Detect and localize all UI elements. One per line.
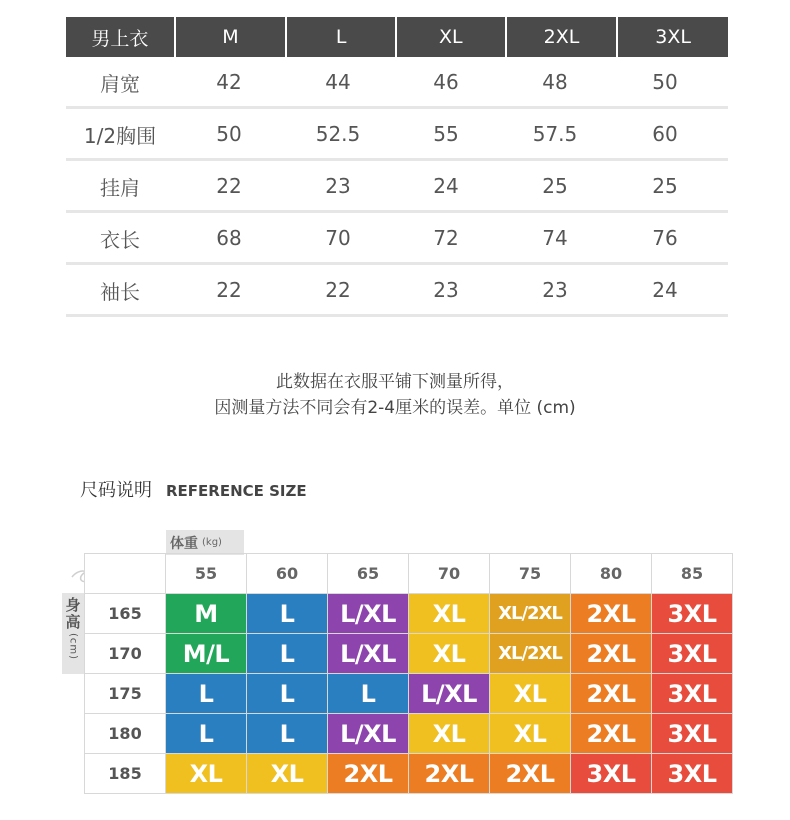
size-label: 3XL bbox=[652, 674, 732, 713]
measurement-value: 70 bbox=[325, 226, 351, 250]
size-label: 2XL bbox=[409, 754, 489, 793]
size-reference-grid bbox=[84, 553, 733, 794]
size-cell bbox=[652, 754, 733, 794]
size-cell bbox=[409, 754, 490, 794]
measurement-value: 68 bbox=[216, 226, 242, 250]
size-label: L bbox=[247, 674, 327, 713]
measurement-label: 衣长 bbox=[100, 227, 140, 252]
measurement-value: 23 bbox=[542, 278, 568, 302]
measurement-header-row bbox=[66, 17, 728, 57]
measurement-label: 肩宽 bbox=[100, 71, 140, 96]
header-cell: 2XL bbox=[507, 17, 617, 57]
size-label: L/XL bbox=[409, 674, 489, 713]
size-label: 3XL bbox=[652, 594, 732, 633]
size-cell bbox=[328, 634, 409, 674]
header-cell: 3XL bbox=[618, 17, 728, 57]
size-label: XL bbox=[490, 674, 570, 713]
size-cell bbox=[571, 594, 652, 634]
reference-title-cn: 尺码说明 bbox=[80, 480, 152, 501]
size-cell bbox=[652, 674, 733, 714]
height-label-1: 身 bbox=[65, 596, 81, 614]
measurement-value: 42 bbox=[216, 70, 242, 94]
height-header: 175 bbox=[85, 674, 166, 714]
size-label: 2XL bbox=[571, 674, 651, 713]
measurement-value: 22 bbox=[216, 278, 242, 302]
note-line-2: 因测量方法不同会有2-4厘米的误差。单位 (cm) bbox=[214, 398, 576, 418]
weight-header: 60 bbox=[247, 554, 328, 594]
size-cell bbox=[328, 714, 409, 754]
measurement-value: 48 bbox=[542, 70, 568, 94]
size-label: XL bbox=[166, 754, 246, 793]
size-cell bbox=[247, 714, 328, 754]
height-header: 180 bbox=[85, 714, 166, 754]
size-cell bbox=[166, 674, 247, 714]
size-label: 3XL bbox=[652, 634, 732, 673]
size-label: L bbox=[166, 714, 246, 753]
size-label: XL bbox=[409, 714, 489, 753]
header-cell: L bbox=[287, 17, 395, 57]
size-label: 2XL bbox=[571, 634, 651, 673]
measurement-value: 24 bbox=[652, 278, 678, 302]
size-label: M/L bbox=[166, 634, 246, 673]
weight-header: 65 bbox=[328, 554, 409, 594]
measurement-value: 25 bbox=[652, 174, 678, 198]
size-cell bbox=[328, 674, 409, 714]
size-label: XL bbox=[409, 594, 489, 633]
size-cell bbox=[166, 634, 247, 674]
size-cell bbox=[571, 634, 652, 674]
size-cell bbox=[247, 674, 328, 714]
height-header: 170 bbox=[85, 634, 166, 674]
measurement-value: 55 bbox=[433, 122, 459, 146]
note-line-1: 此数据在衣服平铺下测量所得， bbox=[276, 372, 514, 392]
measurement-label: 袖长 bbox=[100, 279, 140, 304]
measurement-value: 23 bbox=[325, 174, 351, 198]
height-header: 165 bbox=[85, 594, 166, 634]
measurement-label: 挂肩 bbox=[100, 175, 140, 200]
measurement-value: 22 bbox=[216, 174, 242, 198]
size-cell bbox=[652, 594, 733, 634]
size-label: L bbox=[247, 634, 327, 673]
measurement-value: 57.5 bbox=[532, 122, 578, 146]
grid-corner bbox=[85, 554, 166, 594]
measurement-value: 23 bbox=[433, 278, 459, 302]
header-cell: 男上衣 bbox=[66, 17, 174, 57]
height-header: 185 bbox=[85, 754, 166, 794]
size-label: L bbox=[247, 714, 327, 753]
size-cell bbox=[247, 594, 328, 634]
weight-header: 55 bbox=[166, 554, 247, 594]
measurement-value: 50 bbox=[216, 122, 242, 146]
size-label: 3XL bbox=[571, 754, 651, 793]
measurement-value: 22 bbox=[325, 278, 351, 302]
size-cell bbox=[409, 634, 490, 674]
size-label: L bbox=[328, 674, 408, 713]
size-cell bbox=[166, 594, 247, 634]
measurement-row bbox=[66, 214, 728, 265]
size-cell bbox=[247, 754, 328, 794]
measurement-row bbox=[66, 58, 728, 109]
measurement-value: 60 bbox=[652, 122, 678, 146]
header-cell: XL bbox=[397, 17, 505, 57]
size-label: 2XL bbox=[571, 714, 651, 753]
size-label: XL/2XL bbox=[490, 594, 570, 633]
measurement-value: 52.5 bbox=[315, 122, 361, 146]
size-label: XL bbox=[490, 714, 570, 753]
measurement-value: 72 bbox=[433, 226, 459, 250]
measurement-row bbox=[66, 110, 728, 161]
measurement-label: 1/2胸围 bbox=[83, 123, 157, 148]
measurement-table bbox=[66, 17, 728, 317]
measurement-value: 76 bbox=[652, 226, 678, 250]
size-label: L/XL bbox=[328, 594, 408, 633]
size-cell bbox=[490, 674, 571, 714]
size-label: L/XL bbox=[328, 714, 408, 753]
size-label: 3XL bbox=[652, 754, 732, 793]
size-cell bbox=[490, 714, 571, 754]
weight-header: 75 bbox=[490, 554, 571, 594]
reference-size-title bbox=[80, 476, 307, 502]
size-cell bbox=[490, 754, 571, 794]
weight-unit: (kg) bbox=[202, 537, 222, 548]
size-cell bbox=[490, 634, 571, 674]
measurement-value: 25 bbox=[542, 174, 568, 198]
size-cell bbox=[409, 674, 490, 714]
size-label: 2XL bbox=[328, 754, 408, 793]
size-cell bbox=[571, 714, 652, 754]
reference-title-en: REFERENCE SIZE bbox=[166, 482, 307, 500]
size-label: L bbox=[166, 674, 246, 713]
size-cell bbox=[247, 634, 328, 674]
measurement-row bbox=[66, 162, 728, 213]
size-cell bbox=[409, 714, 490, 754]
size-cell bbox=[166, 754, 247, 794]
measurement-value: 46 bbox=[433, 70, 459, 94]
size-label: 2XL bbox=[571, 594, 651, 633]
size-label: XL bbox=[409, 634, 489, 673]
measurement-row bbox=[66, 266, 728, 317]
size-cell bbox=[409, 594, 490, 634]
size-cell bbox=[490, 594, 571, 634]
measurement-value: 24 bbox=[433, 174, 459, 198]
weight-header: 85 bbox=[652, 554, 733, 594]
weight-axis-label bbox=[166, 530, 244, 555]
measurement-value: 50 bbox=[652, 70, 678, 94]
size-cell bbox=[166, 714, 247, 754]
size-label: XL/2XL bbox=[490, 634, 570, 673]
size-cell bbox=[652, 714, 733, 754]
weight-header: 80 bbox=[571, 554, 652, 594]
height-axis-label bbox=[62, 593, 84, 674]
size-label: L/XL bbox=[328, 634, 408, 673]
size-label: 2XL bbox=[490, 754, 570, 793]
size-label: 3XL bbox=[652, 714, 732, 753]
measurement-value: 74 bbox=[542, 226, 568, 250]
weight-header: 70 bbox=[409, 554, 490, 594]
size-label: M bbox=[166, 594, 246, 633]
height-unit: (cm) bbox=[67, 633, 79, 661]
size-label: XL bbox=[247, 754, 327, 793]
size-cell bbox=[571, 674, 652, 714]
weight-label: 体重 bbox=[170, 535, 198, 552]
size-cell bbox=[328, 754, 409, 794]
measurement-value: 44 bbox=[325, 70, 351, 94]
size-cell bbox=[571, 754, 652, 794]
height-label-2: 高 bbox=[65, 613, 81, 631]
size-cell bbox=[652, 634, 733, 674]
header-cell: M bbox=[176, 17, 286, 57]
size-cell bbox=[328, 594, 409, 634]
size-label: L bbox=[247, 594, 327, 633]
